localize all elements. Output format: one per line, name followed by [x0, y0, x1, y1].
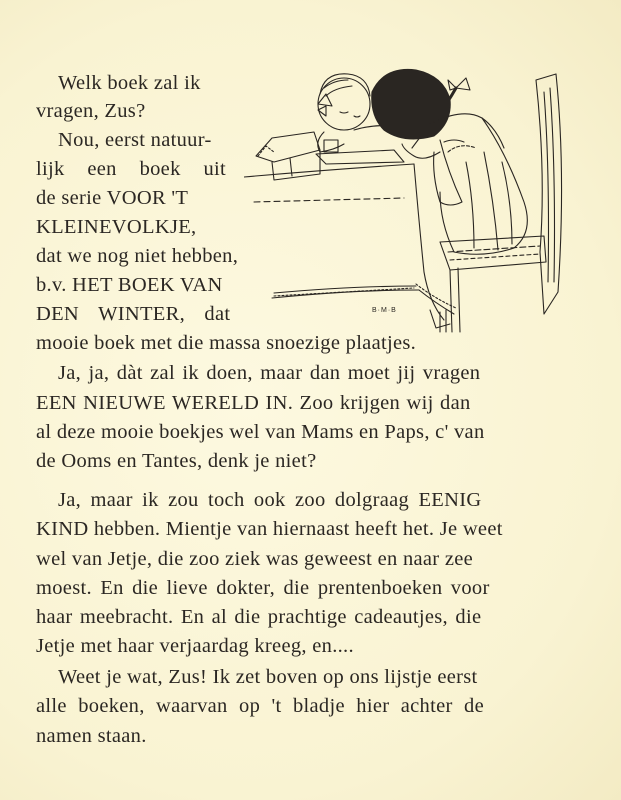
text-line: mooie boek met die massa snoezige plaatjes.: [36, 332, 417, 354]
text-line: wel van Jetje, die zoo ziek was geweest en naar zee: [36, 548, 474, 570]
text-line: lijk een boek uit: [36, 158, 226, 180]
text-line: KIND hebben. Mientje van hiernaast heeft het. Je weet: [36, 518, 503, 540]
text-line: de serie VOOR 'T: [36, 187, 189, 209]
text-line: b.v. HET BOEK VAN: [36, 274, 223, 296]
text-line: Jetje met haar verjaardag kreeg, en....: [36, 635, 354, 657]
text-line: KLEINEVOLKJE,: [36, 216, 197, 238]
text-line: alle boeken, waarvan op 't bladje hier achter de: [36, 695, 485, 717]
text-line: EEN NIEUWE WERELD IN. Zoo krijgen wij dan: [36, 392, 471, 414]
text-line: namen staan.: [36, 725, 147, 747]
text-line: Ja, maar ik zou toch ook zoo dolgraag EENIG: [58, 489, 482, 511]
text-line: Nou, eerst natuur-: [58, 129, 212, 151]
text-line: moest. En die lieve dokter, die prentenboeken voor: [36, 577, 490, 599]
text-line: Weet je wat, Zus! Ik zet boven op ons lijstje eerst: [58, 666, 478, 688]
text-line: haar meebracht. En al die prachtige cadeautjes, die: [36, 606, 482, 628]
text-line: vragen, Zus?: [36, 100, 146, 122]
text-line: de Ooms en Tantes, denk je niet?: [36, 450, 317, 472]
text-line: dat we nog niet hebben,: [36, 245, 239, 267]
illustration-signature: B·M·B: [372, 307, 397, 314]
two-girls-writing-at-table-illustration: [244, 52, 580, 342]
text-line: DEN WINTER, dat: [36, 303, 231, 325]
text-line: Welk boek zal ik: [58, 72, 201, 94]
text-line: al deze mooie boekjes wel van Mams en Paps, c' van: [36, 421, 485, 443]
text-line: Ja, ja, dàt zal ik doen, maar dan moet jij vragen: [58, 362, 481, 384]
